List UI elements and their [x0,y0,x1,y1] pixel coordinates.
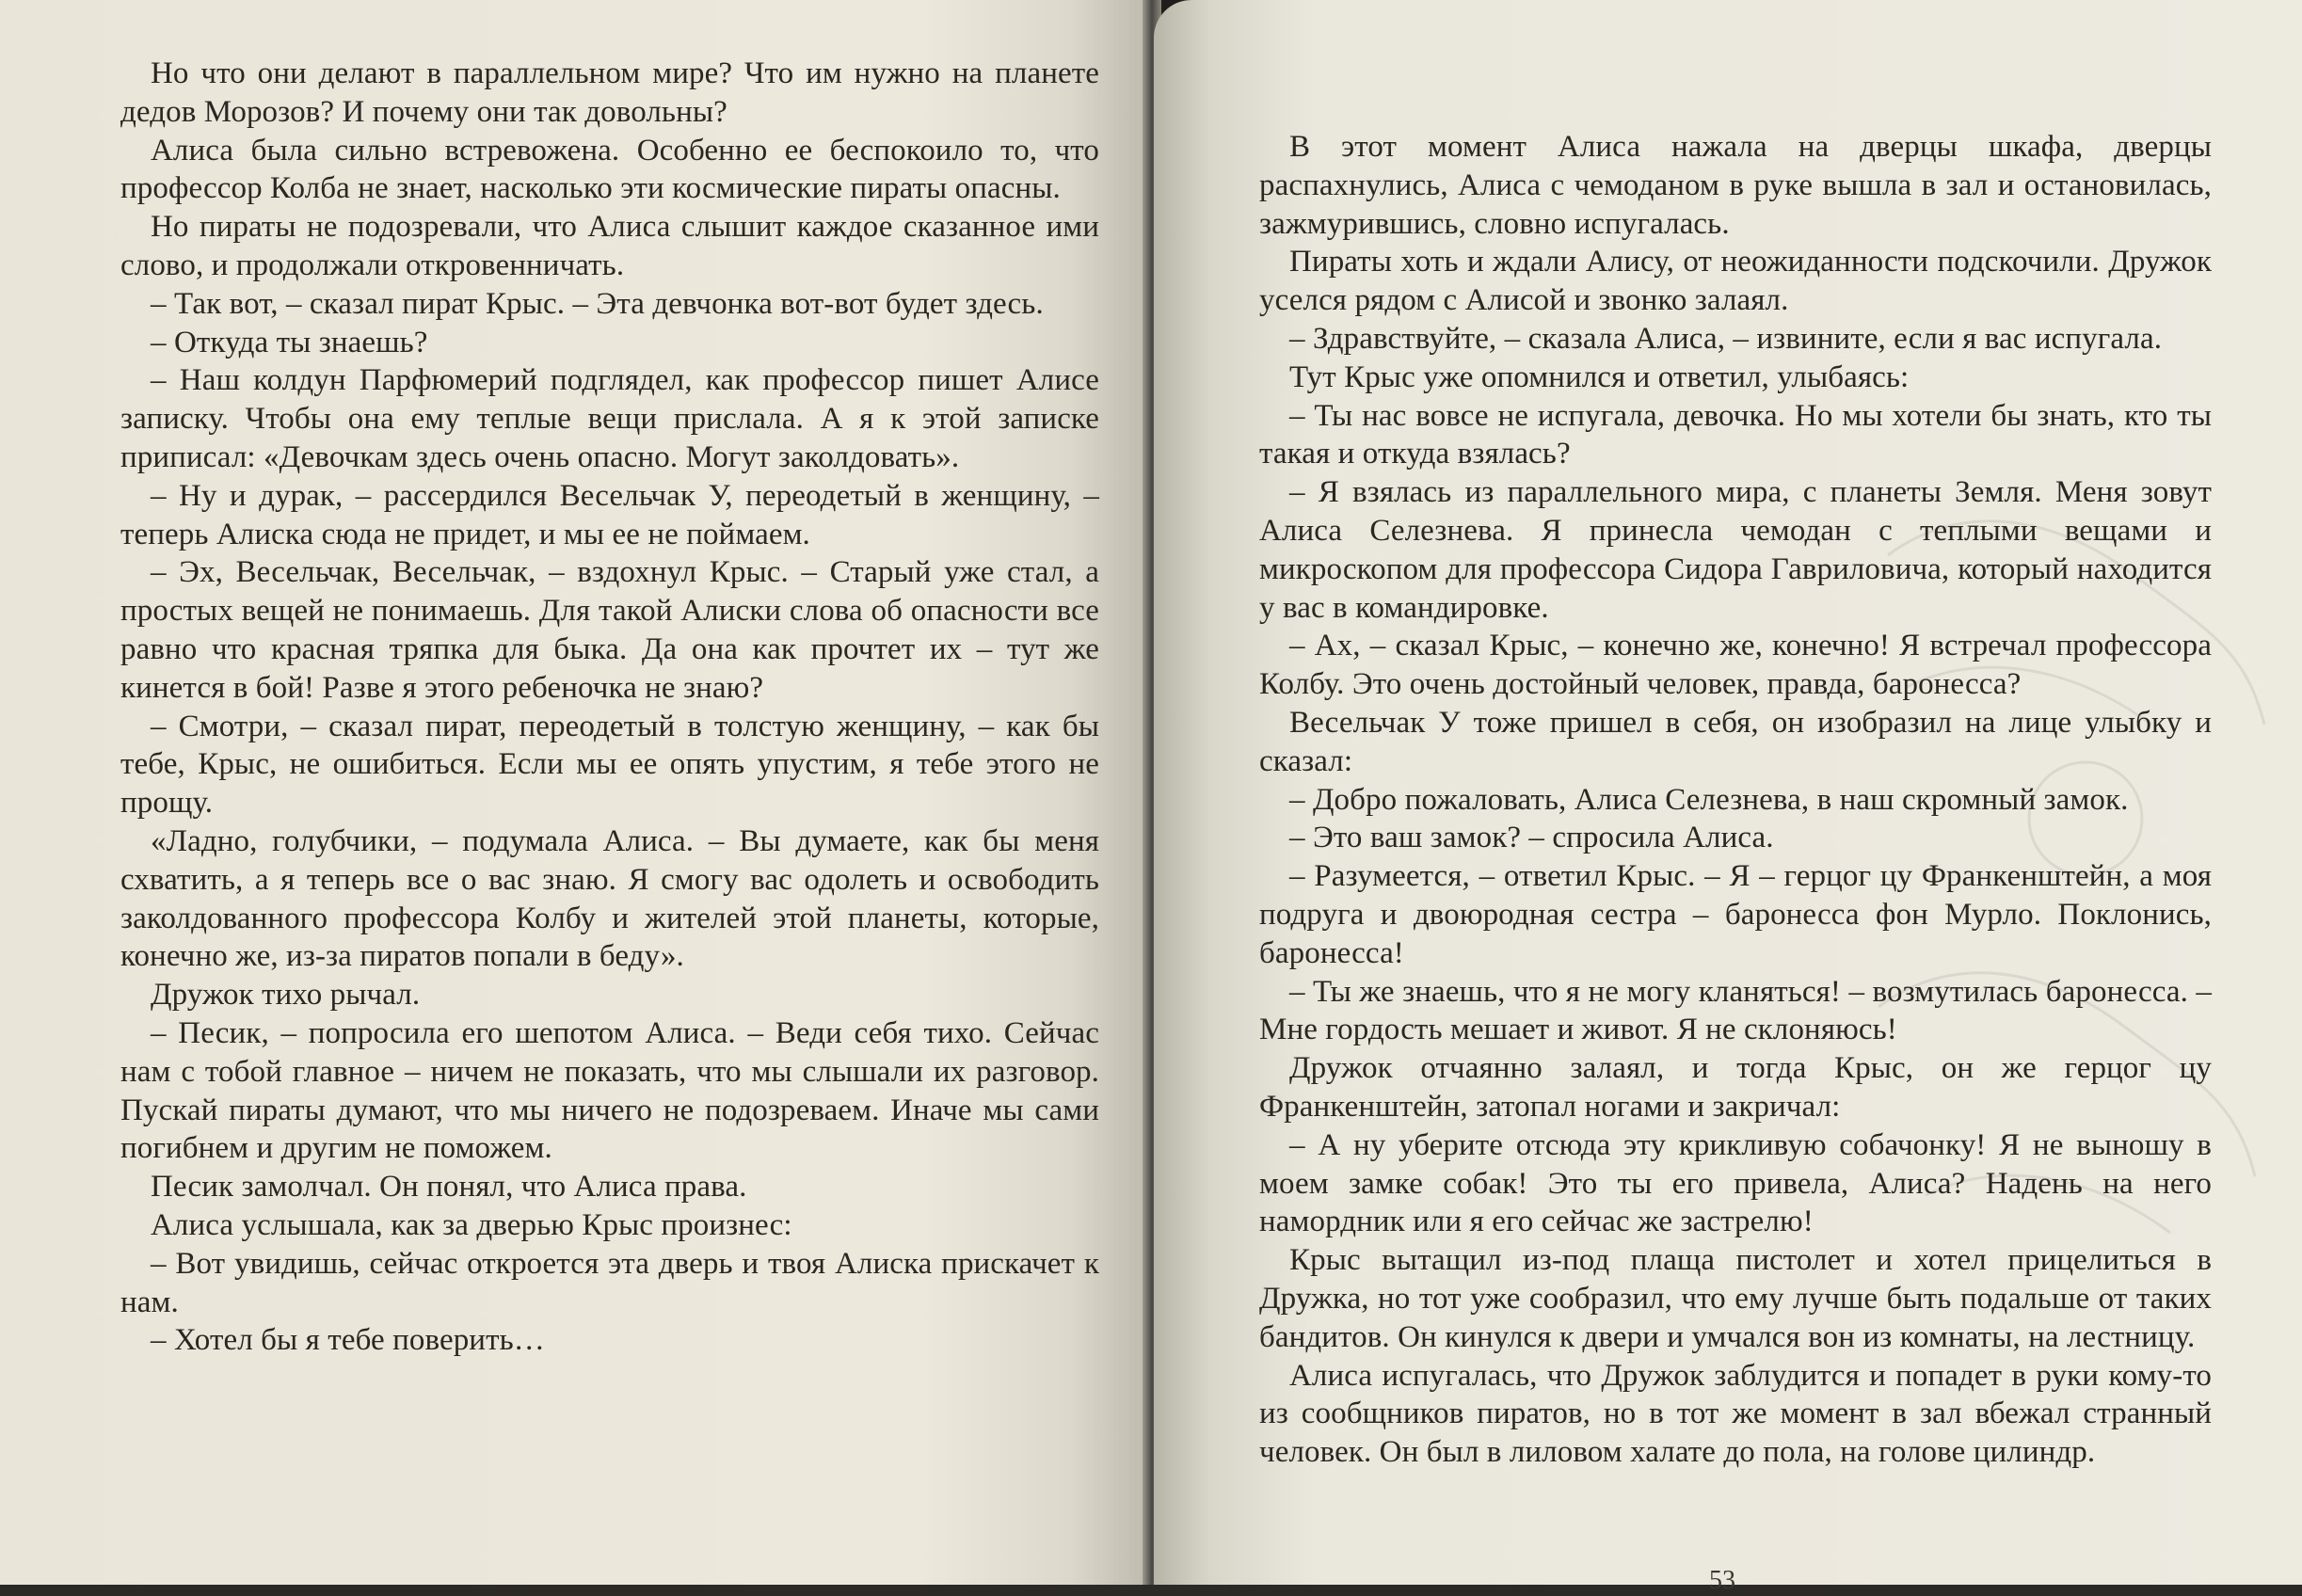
page-number: 53 [1709,1566,1735,1595]
paragraph: Алиса испугалась, что Дружок заблудится и попадет в руки кому-то из сообщников пиратов, но в тот же момент в зал вбежал странный человек. Он был в лиловом халате до пола, на голове цилиндр. [1259,1358,2212,1470]
paragraph: – А ну уберите отсюда эту крикливую собачонку! Я не выношу в моем замке собак! Это ты его привела, Алиса? Надень на него намордник или я его сейчас же застрелю! [1259,1127,2212,1239]
paragraph: Весельчак У тоже пришел в себя, он изобразил на лице улыбку и сказал: [1259,705,2212,778]
paragraph: – Ах, – сказал Крыс, – конечно же, конечно! Я встречал профессора Колбу. Это очень достойный человек, правда, баронесса? [1259,629,2212,702]
paragraph: Крыс вытащил из-под плаща пистолет и хотел прицелиться в Дружка, но тот уже сообразил, что ему лучше быть подальше от таких бандитов. Он кинулся к двери и умчался вон из комнаты, на лестницу. [1259,1243,2212,1354]
paragraph: В этот момент Алиса нажала на дверцы шкафа, дверцы распахнулись, Алиса с чемоданом в руке вышла в зал и остановилась, зажмурившись, словно испугалась. [1259,130,2212,241]
paragraph: – Ты нас вовсе не испугала, девочка. Но мы хотели бы знать, кто ты такая и откуда взялась? [1259,398,2212,471]
paragraph: – Так вот, – сказал пират Крыс. – Эта девчонка вот-вот будет здесь. [151,286,1044,321]
paragraph: – Ты же знаешь, что я не могу кланяться! – возмутилась баронесса. – Мне гордость мешает и живот. Я не склоняюсь! [1259,974,2212,1047]
paragraph: Пираты хоть и ждали Алису, от неожиданности подскочили. Дружок уселся рядом с Алисой и звонко залаял. [1259,245,2212,318]
paragraph: Алиса услышала, как за дверью Крыс произнес: [151,1207,792,1242]
right-page [1154,0,2302,1595]
paragraph: – Хотел бы я тебе поверить… [151,1323,545,1358]
paragraph: – Песик, – попросила его шепотом Алиса. – Веди себя тихо. Сейчас нам с тобой главное – ничем не показать, что мы слышали их разговор. Пускай пираты думают, что мы ничего не подозреваем. Иначе мы сами погибнем и другим не поможем. [120,1015,1099,1166]
paragraph: – Наш колдун Парфюмерий подглядел, как профессор пишет Алисе записку. Чтобы она ему теплые вещи прислала. А я к этой записке приписал: «Девочкам здесь очень опасно. Могут заколдовать». [120,363,1099,474]
paragraph: – Добро пожаловать, Алиса Селезнева, в наш скромный замок. [1289,782,2129,817]
paragraph: Но что они делают в параллельном мире? Что им нужно на планете дедов Морозов? И почему они так довольны? [120,56,1099,129]
right-page-text [1259,128,2212,1472]
paragraph: – Здравствуйте, – сказала Алиса, – извините, если я вас испугала. [1289,321,2163,356]
paragraph: Тут Крыс уже опомнился и ответил, улыбаясь: [1289,359,1910,394]
paragraph: – Смотри, – сказал пират, переодетый в толстую женщину, – как бы тебе, Крыс, не ошибиться. Если мы ее опять упустим, я тебе этого не прощу. [120,709,1099,821]
paragraph: «Ладно, голубчики, – подумала Алиса. – Вы думаете, как бы меня схватить, а я теперь все о вас знаю. Я смогу вас одолеть и освободить заколдованного профессора Колбу и жителей этой планеты, которые, конечно же, из-за пиратов попали в беду». [120,823,1099,974]
paragraph: Песик замолчал. Он понял, что Алиса права. [151,1170,747,1205]
paragraph: Дружок тихо рычал. [151,978,421,1013]
paragraph: – Это ваш замок? – спросила Алиса. [1289,821,1774,855]
paragraph: – Вот увидишь, сейчас откроется эта дверь и твоя Алиска прискачет к нам. [120,1246,1099,1319]
paragraph: – Разумеется, – ответил Крыс. – Я – герцог цу Франкенштейн, а моя подруга и двоюродная сестра – баронесса фон Мурло. Поклонись, баронесса! [1259,859,2212,970]
paragraph: Но пираты не подозревали, что Алиса слышит каждое сказанное ими слово, и продолжали откровенничать. [120,210,1099,282]
left-page [0,0,1150,1585]
paragraph: – Эх, Весельчак, Весельчак, – вздохнул Крыс. – Старый уже стал, а простых вещей не понимаешь. Для такой Алиски слова об опасности все равно что красная тряпка для быка. Да она как прочтет их – тут же кинется в бой! Разве я этого ребеночка не знаю? [120,555,1099,705]
paragraph: – Ну и дурак, – рассердился Весельчак У, переодетый в женщину, – теперь Алиска сюда не придет, и мы ее не поймаем. [120,478,1099,551]
paragraph: – Я взялась из параллельного мира, с планеты Земля. Меня зовут Алиса Селезнева. Я принесла чемодан с теплыми вещами и микроскопом для профессора Сидора Гавриловича, который находится у вас в командировке. [1259,475,2212,625]
paragraph: – Откуда ты знаешь? [151,325,428,359]
paragraph: Алиса была сильно встревожена. Особенно ее беспокоило то, что профессор Колба не знает, насколько эти космические пираты опасны. [120,133,1099,206]
left-page-text [120,55,1099,1360]
paragraph: Дружок отчаянно залаял, и тогда Крыс, он же герцог цу Франкенштейн, затопал ногами и закричал: [1259,1051,2212,1124]
